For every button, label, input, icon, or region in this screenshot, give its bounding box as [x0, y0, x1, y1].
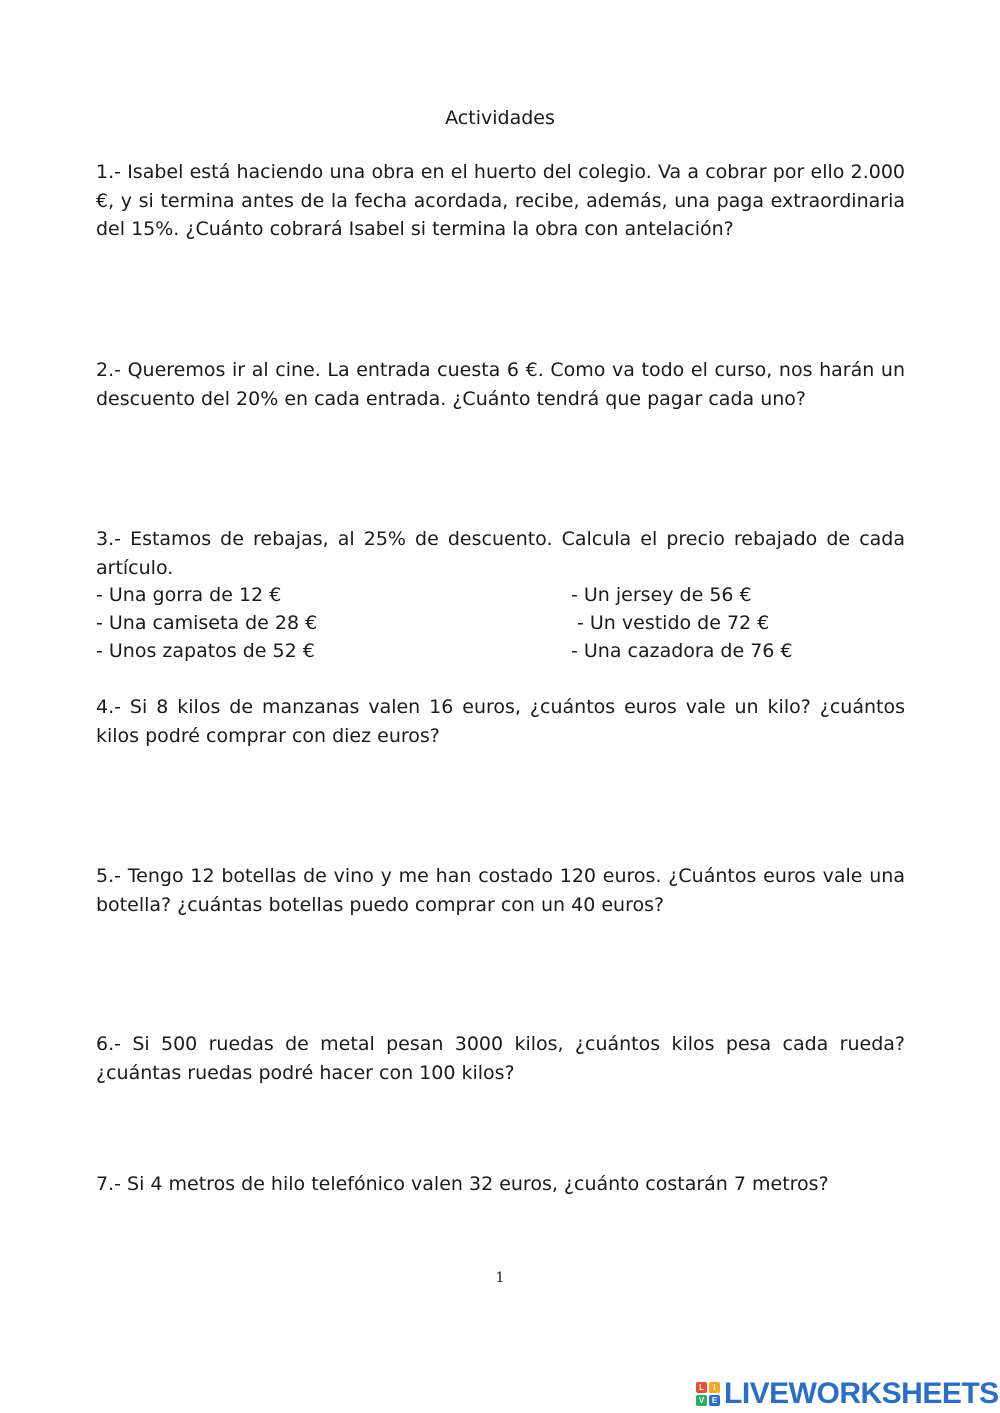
item-cazadora: - Una cazadora de 76 € [571, 640, 793, 662]
liveworksheets-logo[interactable] [696, 1376, 999, 1412]
page-title: Actividades [445, 107, 555, 129]
question-2: 2.- Queremos ir al cine. La entrada cuesta 6 €. Como va todo el curso, nos harán un descuento del 20% en cada entrada. ¿Cuánto tendrá que pagar cada uno? [96, 359, 905, 410]
question-7: 7.- Si 4 metros de hilo telefónico valen 32 euros, ¿cuánto costarán 7 metros? [96, 1173, 829, 1195]
logo-letter: V [696, 1395, 707, 1406]
item-gorra: - Una gorra de 12 € [96, 584, 282, 606]
logo-letter: L [696, 1382, 707, 1393]
item-camiseta: - Una camiseta de 28 € [96, 612, 318, 634]
logo-grid-icon [696, 1382, 720, 1406]
item-zapatos: - Unos zapatos de 52 € [96, 640, 315, 662]
question-5: 5.- Tengo 12 botellas de vino y me han costado 120 euros. ¿Cuántos euros vale una botella? ¿cuántas botellas puedo comprar con un 40 euros? [96, 865, 905, 916]
question-6: 6.- Si 500 ruedas de metal pesan 3000 kilos, ¿cuántos kilos pesa cada rueda? ¿cuántas ruedas podré hacer con 100 kilos? [96, 1033, 905, 1084]
brand-text: LIVEWORKSHEETS [724, 1377, 999, 1410]
question-4: 4.- Si 8 kilos de manzanas valen 16 euros, ¿cuántos euros vale un kilo? ¿cuántos kilos podré comprar con diez euros? [96, 696, 905, 747]
item-vestido: - Un vestido de 72 € [577, 612, 770, 634]
page-number: 1 [495, 1270, 505, 1286]
question-1: 1.- Isabel está haciendo una obra en el huerto del colegio. Va a cobrar por ello 2.000 €, y si termina antes de la fecha acordada, recibe, además, una paga extraordinaria del 15%. ¿Cuánto cobrará Isabel si termina la obra con antelación? [96, 161, 905, 240]
item-jersey: - Un jersey de 56 € [571, 584, 752, 606]
question-3: 3.- Estamos de rebajas, al 25% de descuento. Calcula el precio rebajado de cada artículo. [96, 528, 905, 579]
logo-letter: E [709, 1395, 720, 1406]
logo-letter: I [709, 1382, 720, 1393]
